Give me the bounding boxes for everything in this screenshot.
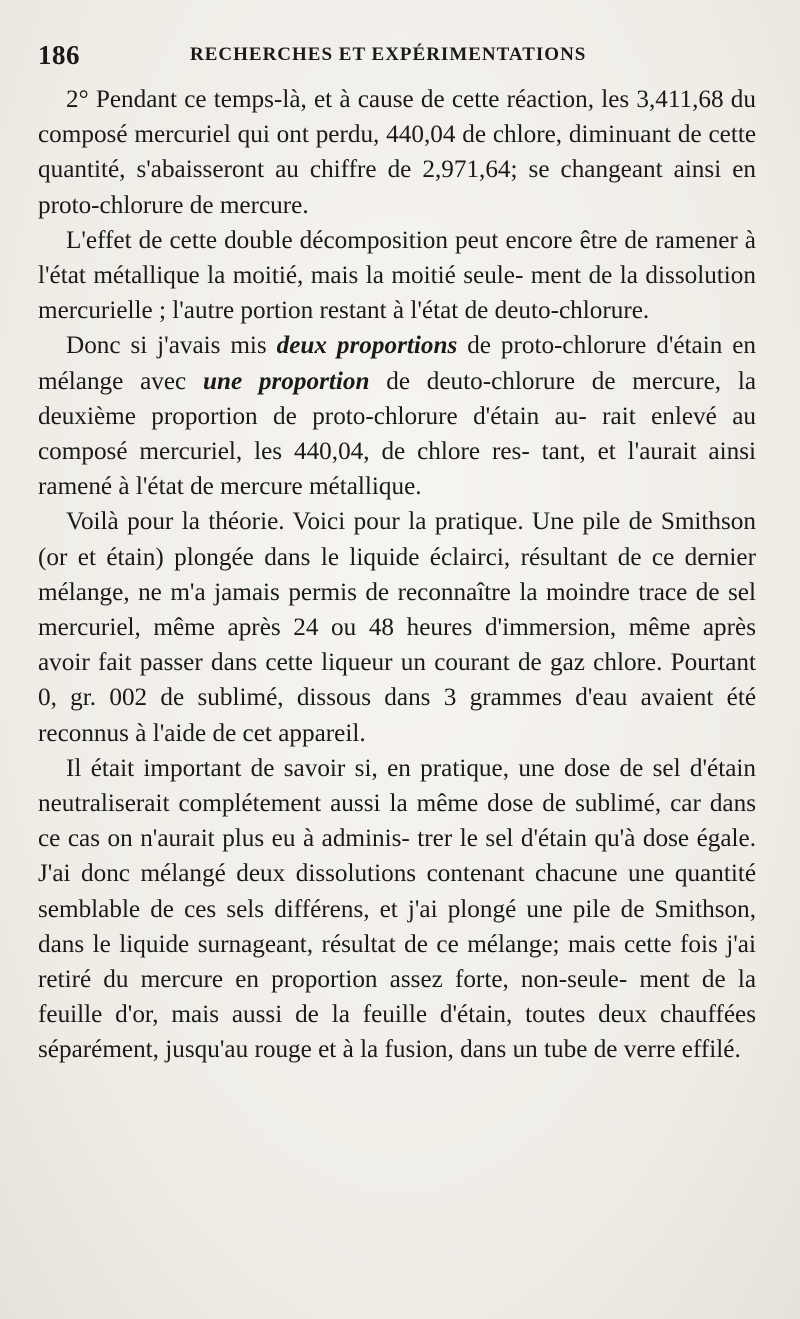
- paragraph: [38, 82, 756, 223]
- text-run: L'effet de cette double décomposition peut encore être de ramener à l'état métallique la moitié, mais la moitié seule- ment de la dissolution mercurielle ; l'autre portion restant à l'état de deuto-chlorure.: [38, 226, 756, 325]
- text-run: de proto-chlorure d'étain en mélange avec: [38, 332, 756, 395]
- paragraph: [38, 328, 756, 504]
- paragraph: [38, 504, 756, 750]
- page-number: 186: [38, 40, 80, 70]
- body-text: [38, 82, 756, 1068]
- paragraph: [38, 751, 756, 1068]
- text-run: Donc si j'avais mis: [66, 332, 277, 360]
- text-run: Il était important de savoir si, en pratique, une dose de sel d'étain neutraliserait complétement aussi la même dose de sublimé, car dans ce cas on n'aurait plus eu à adminis- trer le sel d'étain qu'à dose égale. J'ai donc mélangé deux dissolutions contenant chacune une quantité semblable de ces sels différens, et j'ai plongé une pile de Smithson, dans le liquide surnageant, résultat de ce mélange; mais cette fois j'ai retiré du mercure en proportion assez forte, non-seule- ment de la feuille d'or, mais aussi de la feuille d'étain, toutes deux chauffées séparément, jusqu'au rouge et à la fusion, dans un tube de verre effilé.: [38, 754, 756, 1064]
- running-head: [38, 36, 758, 72]
- text-run: de deuto-chlorure de mercure, la deuxième proportion de proto-chlorure d'étain au- rait enlevé au composé mercuriel, les 440,04, de chlore res- tant, et l'aurait ainsi ramené à l'état de mercure métallique.: [38, 367, 757, 501]
- running-title: RECHERCHES ET EXPÉRIMENTATIONS: [190, 44, 587, 65]
- text-run: 2° Pendant ce temps-là, et à cause de cette réaction, les 3,411,68 du composé mercuriel qui ont perdu, 440,04 de chlore, diminuant de cette quantité, s'abaisseront au chiffre de 2,971,64; se changeant ainsi en proto-chlorure de mercure.: [38, 86, 756, 219]
- italic-run: une proportion: [202, 367, 370, 395]
- text-run: Voilà pour la théorie. Voici pour la pratique. Une pile de Smithson (or et étain) plongée dans le liquide éclairci, résultant de ce dernier mélange, ne m'a jamais permis de reconnaître la moindre trace de sel mercuriel, même après 24 ou 48 heures d'immersion, même après avoir fait passer dans cette liqueur un courant de gaz chlore. Pourtant 0, gr. 002 de sublimé, dissous dans 3 grammes d'eau avaient été reconnus à l'aide de cet appareil.: [38, 508, 756, 747]
- paragraph: [38, 223, 756, 329]
- italic-run: deux proportions: [276, 332, 458, 360]
